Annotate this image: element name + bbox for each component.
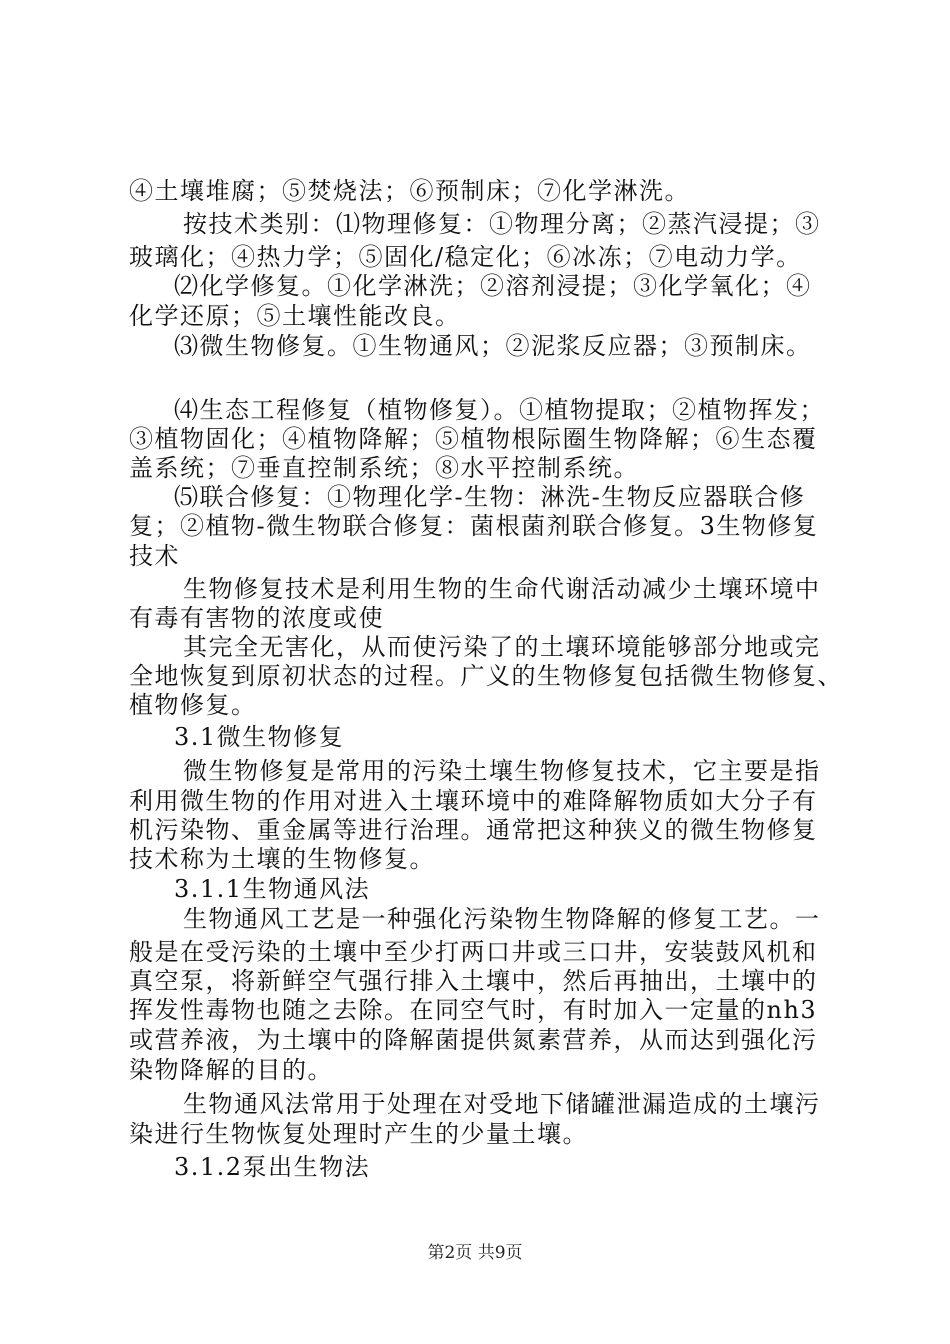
section-heading: 3.1.2泵出生物法 [174,1153,371,1181]
page-indicator: 第2页 共9页 [427,1243,523,1263]
text-line: 般是在受污染的土壤中至少打两口井或三口井，安装鼓风机和 [129,938,818,966]
text-line: 真空泵，将新鲜空气强行排入土壤中，然后再抽出，土壤中的 [129,967,818,995]
text-line: 生物通风法常用于处理在对受地下储罐泄漏造成的土壤污 [183,1090,821,1118]
text-line: 挥发性毒物也随之去除。在同空气时，有时加入一定量的nh3 [129,996,818,1024]
text-line: ⑷生态工程修复（植物修复）。①植物提取；②植物挥发； [174,396,825,424]
text-line: 或营养液，为土壤中的降解菌提供氮素营养，从而达到强化污 [129,1026,818,1054]
text-line: 其完全无害化，从而使污染了的土壤环境能够部分地或完 [183,633,821,661]
text-line: 玻璃化；④热力学；⑤固化/稳定化；⑥冰冻；⑦电动力学。 [129,243,802,271]
text-line: 全地恢复到原初状态的过程。广义的生物修复包括微生物修复、 [129,662,843,690]
text-line: ⑸联合修复：①物理化学-生物：淋洗-生物反应器联合修 [174,483,806,511]
text-line: 生物通风工艺是一种强化污染物生物降解的修复工艺。一 [183,905,821,933]
text-line: ③植物固化；④植物降解；⑤植物根际圈生物降解；⑥生态覆 [129,425,818,453]
section-heading: 3.1.1生物通风法 [174,875,371,903]
text-line: ⑵化学修复。①化学淋洗；②溶剂浸提；③化学氧化；④ [174,272,812,300]
section-heading: 3.1微生物修复 [174,723,345,751]
text-line: 利用微生物的作用对进入土壤环境中的难降解物质如大分子有 [129,787,818,815]
text-line: 技术称为土壤的生物修复。 [129,845,435,873]
text-line: 植物修复。 [129,691,257,719]
text-line: 微生物修复是常用的污染土壤生物修复技术，它主要是指 [183,757,821,785]
text-line: ④土壤堆腐；⑤焚烧法；⑥预制床；⑦化学淋洗。 [129,177,690,205]
text-line: 有毒有害物的浓度或使 [129,604,384,632]
text-line: 复；②植物-微生物联合修复：菌根菌剂联合修复。3生物修复 [129,512,819,540]
text-line: 机污染物、重金属等进行治理。通常把这种狭义的微生物修复 [129,816,818,844]
text-line: 生物修复技术是利用生物的生命代谢活动减少土壤环境中 [183,575,821,603]
text-line: ⑶微生物修复。①生物通风；②泥浆反应器；③预制床。 [174,332,812,360]
text-line: 染进行生物恢复处理时产生的少量土壤。 [129,1120,588,1148]
text-line: 化学还原；⑤土壤性能改良。 [129,302,461,330]
text-line: 技术 [129,542,180,570]
text-line: 染物降解的目的。 [129,1056,333,1084]
text-line: 盖系统；⑦垂直控制系统；⑧水平控制系统。 [129,454,639,482]
text-line: 按技术类别：⑴物理修复：①物理分离；②蒸汽浸提；③ [183,210,821,238]
